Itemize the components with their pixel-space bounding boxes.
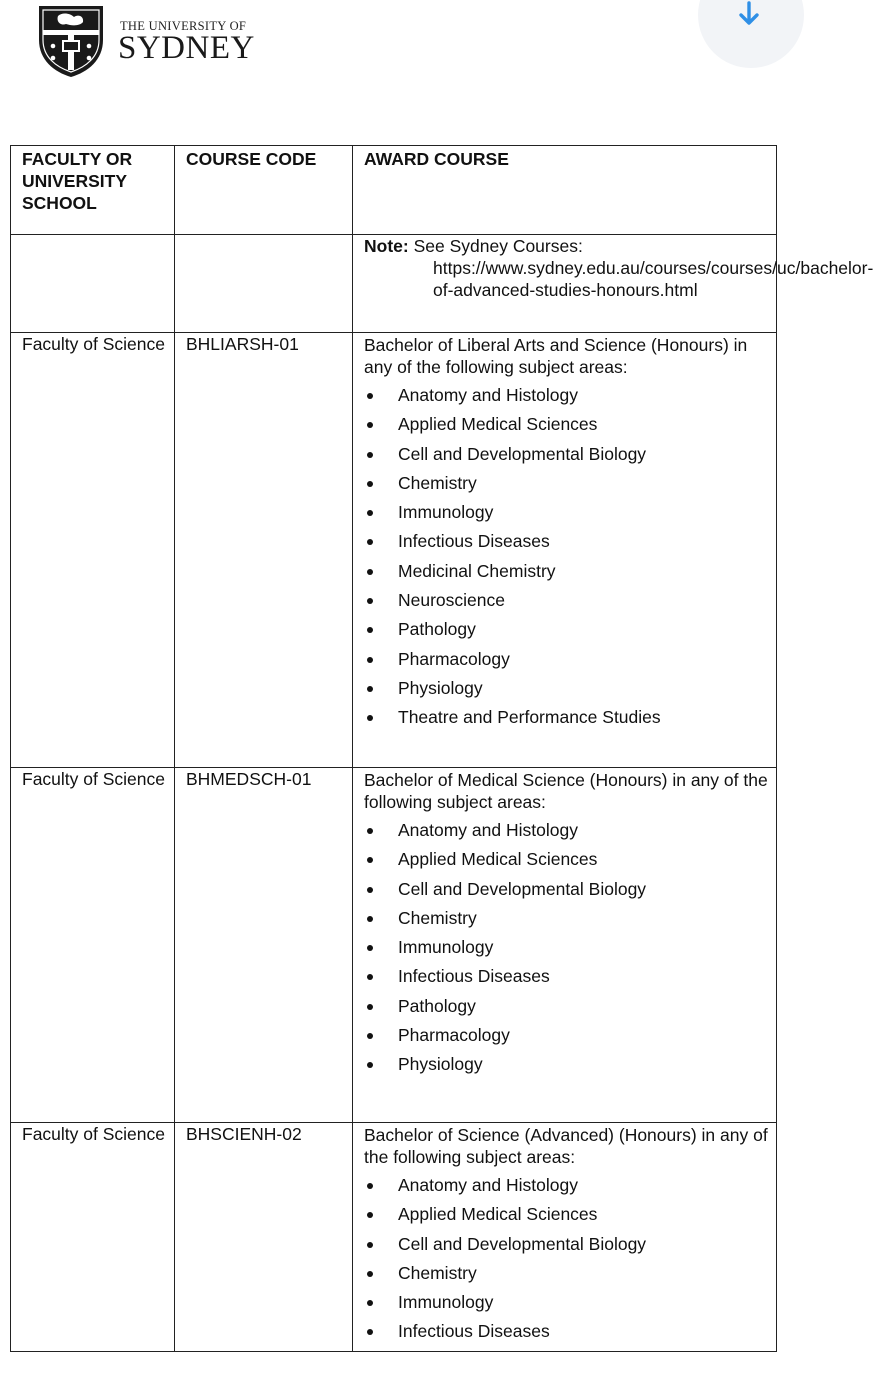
table-row: [11, 1123, 777, 1352]
course-code-cell: BHMEDSCH-01: [175, 768, 353, 1123]
table-row: [11, 333, 777, 768]
logo-main-text: SYDNEY: [118, 30, 255, 66]
subject-list-item: Cell and Developmental Biology: [364, 875, 770, 904]
subject-list: [364, 1171, 770, 1347]
subject-list-item: Cell and Developmental Biology: [364, 1230, 770, 1259]
subject-list-item: Infectious Diseases: [364, 1317, 770, 1346]
subject-list-item: Infectious Diseases: [364, 962, 770, 991]
table-row: [11, 768, 777, 1123]
subject-list-item: Immunology: [364, 498, 770, 527]
subject-list-item: Theatre and Performance Studies: [364, 703, 770, 732]
faculty-cell: Faculty of Science: [11, 768, 175, 1123]
subject-list: [364, 381, 770, 733]
subject-list-item: Pathology: [364, 615, 770, 644]
download-button[interactable]: [698, 0, 804, 68]
course-code-cell: BHSCIENH-02: [175, 1123, 353, 1352]
subject-list-item: Infectious Diseases: [364, 527, 770, 556]
header-faculty: FACULTY OR UNIVERSITY SCHOOL: [11, 146, 175, 235]
course-code-cell: BHLIARSH-01: [175, 333, 353, 768]
subject-list-item: Applied Medical Sciences: [364, 845, 770, 874]
award-cell: [353, 768, 777, 1123]
header-award-course: AWARD COURSE: [353, 146, 777, 235]
university-logo: [36, 4, 266, 78]
subject-list-item: Neuroscience: [364, 586, 770, 615]
subject-list-item: Pharmacology: [364, 1021, 770, 1050]
subject-list-item: Applied Medical Sciences: [364, 1200, 770, 1229]
header-course-code: COURSE CODE: [175, 146, 353, 235]
note-row: [11, 235, 777, 333]
download-arrow-icon: [734, 0, 764, 30]
award-cell: [353, 333, 777, 768]
subject-list-item: Chemistry: [364, 469, 770, 498]
faculty-cell: Faculty of Science: [11, 333, 175, 768]
note-cell: [353, 235, 873, 333]
note-text: See Sydney Courses:: [408, 236, 583, 256]
subject-list-item: Anatomy and Histology: [364, 1171, 770, 1200]
subject-list-item: Applied Medical Sciences: [364, 410, 770, 439]
award-title: Bachelor of Science (Advanced) (Honours) in any of the following subject areas:: [364, 1125, 768, 1167]
award-title: Bachelor of Liberal Arts and Science (Honours) in any of the following subject areas:: [364, 335, 748, 377]
subject-list-item: Anatomy and Histology: [364, 816, 770, 845]
table-header-row: [11, 146, 777, 235]
logo-small-text: THE UNIVERSITY OF: [120, 19, 247, 33]
award-title: Bachelor of Medical Science (Honours) in any of the following subject areas:: [364, 770, 768, 812]
empty-cell: [175, 235, 353, 333]
note-url-link[interactable]: https://www.sydney.edu.au/courses/courses/uc/bachelor-of-advanced-studies-honours.html: [433, 258, 873, 300]
subject-list-item: Cell and Developmental Biology: [364, 440, 770, 469]
subject-list-item: Immunology: [364, 1288, 770, 1317]
subject-list-item: Pathology: [364, 992, 770, 1021]
subject-list-item: Chemistry: [364, 1259, 770, 1288]
note-label: Note:: [364, 236, 409, 256]
award-cell: [353, 1123, 777, 1352]
university-crest-icon: [36, 4, 106, 78]
subject-list-item: Pharmacology: [364, 645, 770, 674]
subject-list-item: Physiology: [364, 1050, 770, 1079]
subject-list-item: Immunology: [364, 933, 770, 962]
subject-list-item: Physiology: [364, 674, 770, 703]
faculty-cell: Faculty of Science: [11, 1123, 175, 1352]
subject-list-item: Medicinal Chemistry: [364, 557, 770, 586]
subject-list-item: Anatomy and Histology: [364, 381, 770, 410]
empty-cell: [11, 235, 175, 333]
award-courses-table: [10, 145, 873, 1352]
subject-list: [364, 816, 770, 1080]
subject-list-item: Chemistry: [364, 904, 770, 933]
